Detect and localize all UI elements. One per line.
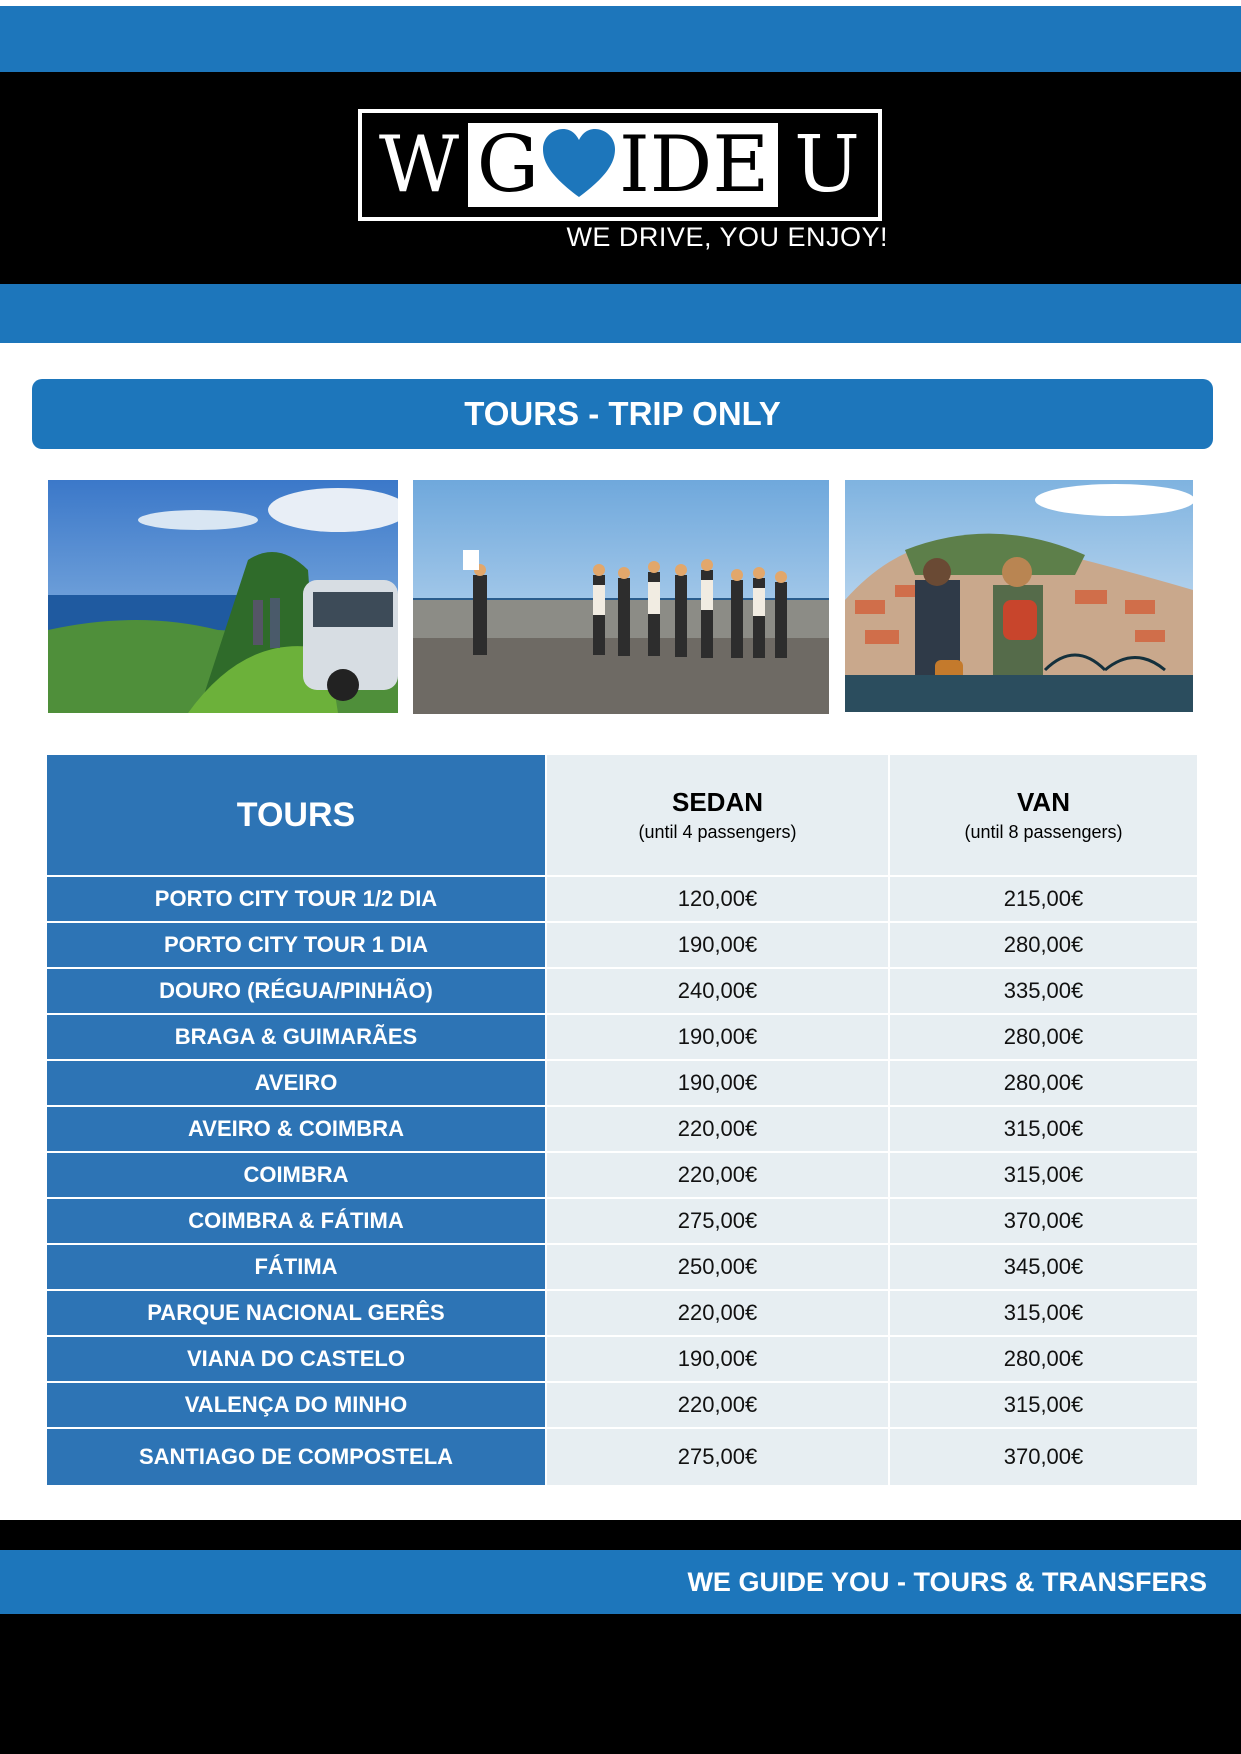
sedan-price: 220,00€ [546,1382,889,1428]
footer-bottom-black-band [0,1614,1241,1754]
tour-name: COIMBRA & FÁTIMA [47,1198,546,1244]
sedan-price: 190,00€ [546,922,889,968]
van-price: 280,00€ [889,1014,1197,1060]
header-tours-label: TOURS [236,795,356,834]
sedan-price: 250,00€ [546,1244,889,1290]
walking-group-promenade-photo [413,480,829,714]
van-price: 215,00€ [889,876,1197,922]
table-row [47,1290,1197,1336]
logo-guide-word [468,120,778,210]
header-van [889,755,1197,876]
header-bottom-blue-band [0,284,1241,343]
heart-icon [539,123,619,207]
table-row [47,1198,1197,1244]
logo-letter-u: U [794,120,860,210]
tour-name: AVEIRO [47,1060,546,1106]
van-price: 370,00€ [889,1428,1197,1485]
sedan-price: 275,00€ [546,1428,889,1485]
sedan-price: 220,00€ [546,1106,889,1152]
tour-name: PORTO CITY TOUR 1/2 DIA [47,876,546,922]
van-price: 370,00€ [889,1198,1197,1244]
logo-letter-w: W [378,120,460,210]
tour-name: VIANA DO CASTELO [47,1336,546,1382]
logo-letters-ide: IDE [619,120,770,210]
sedan-price: 190,00€ [546,1014,889,1060]
table-header-row [47,755,1197,876]
brand-slogan: WE DRIVE, YOU ENJOY! [566,222,888,252]
tour-name: DOURO (RÉGUA/PINHÃO) [47,968,546,1014]
van-price: 345,00€ [889,1244,1197,1290]
city-viewpoint-tourists-photo [845,480,1193,712]
van-price: 280,00€ [889,922,1197,968]
van-price: 315,00€ [889,1106,1197,1152]
tour-name: COIMBRA [47,1152,546,1198]
table-row [47,1428,1197,1485]
coastal-hillside-tour-photo [48,480,398,713]
table-row [47,968,1197,1014]
table-row [47,1152,1197,1198]
van-price: 315,00€ [889,1382,1197,1428]
table-row [47,1014,1197,1060]
header-sedan-label: SEDAN [671,787,763,817]
table-row [47,1382,1197,1428]
tour-name: PORTO CITY TOUR 1 DIA [47,922,546,968]
sedan-price: 220,00€ [546,1290,889,1336]
sedan-price: 120,00€ [546,876,889,922]
tours-price-table [47,755,1197,1485]
tour-name: FÁTIMA [47,1244,546,1290]
sedan-price: 220,00€ [546,1152,889,1198]
table-row [47,922,1197,968]
table-row [47,1060,1197,1106]
logo-letter-g: G [476,120,539,210]
header-tours [47,755,546,876]
tour-name: AVEIRO & COIMBRA [47,1106,546,1152]
brand-logo [358,109,882,221]
tour-name: VALENÇA DO MINHO [47,1382,546,1428]
table-row [47,1336,1197,1382]
tour-name: SANTIAGO DE COMPOSTELA [47,1428,546,1485]
table-row [47,1106,1197,1152]
table-row [47,876,1197,922]
van-price: 315,00€ [889,1152,1197,1198]
tour-name: PARQUE NACIONAL GERÊS [47,1290,546,1336]
header-van-sublabel: (until 8 passengers) [964,822,1123,842]
sedan-price: 240,00€ [546,968,889,1014]
header-sedan [546,755,889,876]
page-title: TOURS - TRIP ONLY [32,379,1213,449]
van-price: 280,00€ [889,1060,1197,1106]
footer-top-black-band [0,1520,1241,1550]
van-price: 335,00€ [889,968,1197,1014]
sedan-price: 190,00€ [546,1060,889,1106]
tour-name: BRAGA & GUIMARÃES [47,1014,546,1060]
van-price: 315,00€ [889,1290,1197,1336]
footer-tagline: WE GUIDE YOU - TOURS & TRANSFERS [687,1567,1207,1597]
header-van-label: VAN [1017,787,1070,817]
van-price: 280,00€ [889,1336,1197,1382]
sedan-price: 190,00€ [546,1336,889,1382]
sedan-price: 275,00€ [546,1198,889,1244]
top-blue-band [0,6,1241,72]
table-row [47,1244,1197,1290]
header-sedan-sublabel: (until 4 passengers) [638,822,797,842]
